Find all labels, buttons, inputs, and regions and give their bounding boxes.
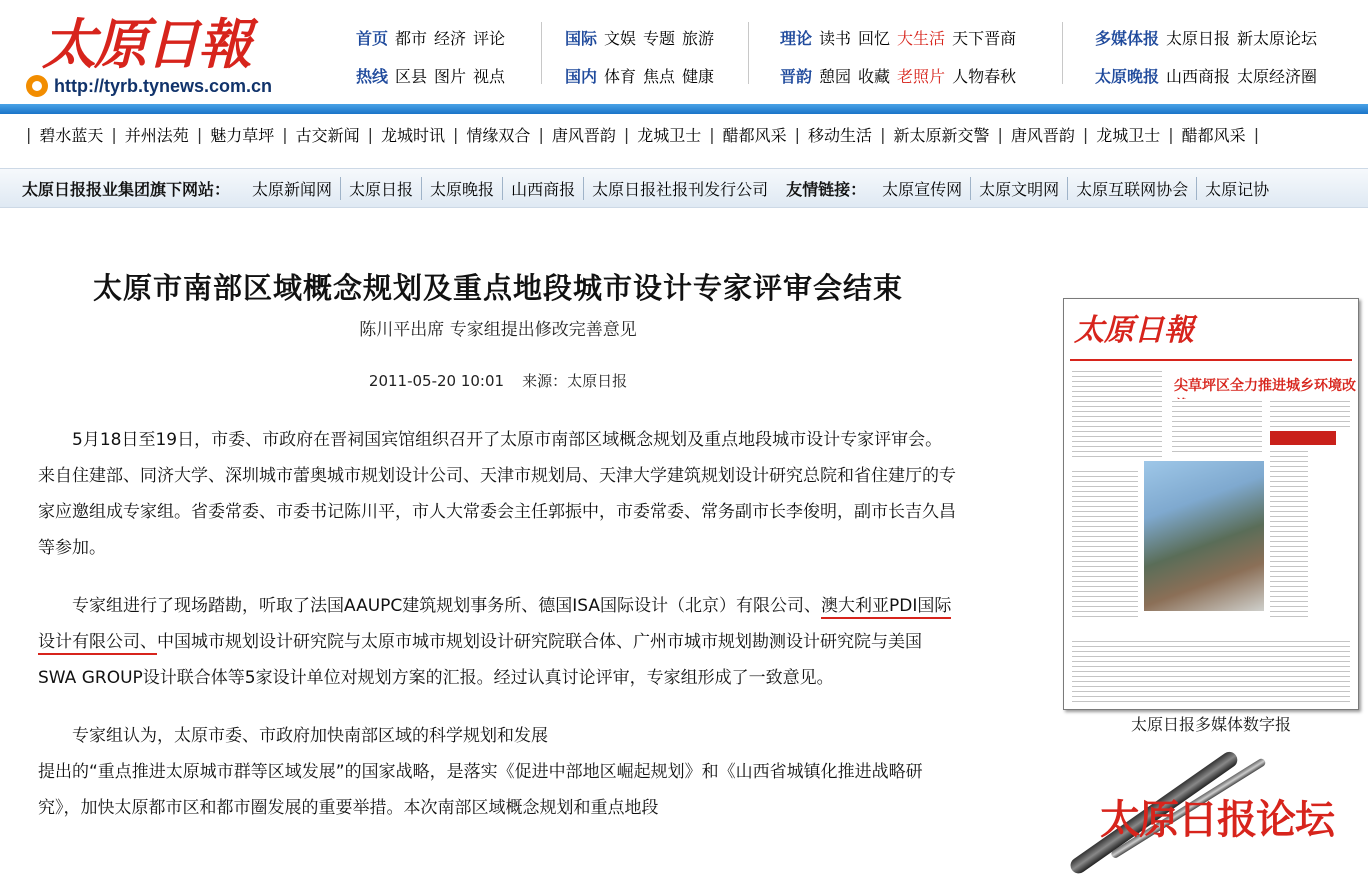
paper-rule	[1070, 359, 1352, 361]
article-date: 2011-05-20 10:01	[368, 372, 505, 390]
paper-text-column	[1172, 399, 1262, 454]
channel-link[interactable]: 醋都风采	[722, 125, 787, 145]
nav-link[interactable]: 多媒体报	[1095, 28, 1160, 48]
nav-link[interactable]: 太原晚报	[1095, 66, 1160, 86]
nav-link[interactable]: 国际	[565, 28, 598, 48]
nav-link[interactable]: 晋韵	[780, 66, 813, 86]
nav-divider	[748, 22, 749, 84]
channel-bar	[0, 114, 1368, 154]
paragraph-2-part-a: 专家组进行了现场踏勘，听取了法国AAUPC建筑规划事务所、德国ISA国际设计（北京）有限公司、	[72, 596, 822, 616]
group-site-link[interactable]: 太原新闻网	[244, 177, 341, 200]
paper-headline: 尖草坪区全力推进城乡环境改	[1174, 378, 1356, 394]
site-header	[0, 0, 1368, 104]
digital-paper-caption[interactable]: 太原日报多媒体数字报	[1130, 715, 1291, 734]
nav-link[interactable]: 体育	[604, 66, 637, 86]
article-paragraph-3	[38, 718, 958, 826]
nav-link[interactable]: 图片	[434, 66, 467, 86]
nav-link[interactable]: 回忆	[858, 28, 891, 48]
channel-separator: |	[367, 124, 374, 144]
nav-row	[356, 56, 512, 94]
logo-mark: 太原日報	[42, 12, 250, 76]
paragraph-3-part-b: 提出的“重点推进太原城市群等区域发展”的国家战略，是落实《促进中部地区崛起规划》和《山西省城镇化推进战略研究》，加快太原都市区和都市圈发展的重要举措。本次南部区域概念规划和重点地段	[38, 762, 923, 818]
nav-link[interactable]: 文娱	[604, 28, 637, 48]
channel-link[interactable]: 魅力草坪	[210, 125, 275, 145]
channel-link[interactable]: 龙城卫士	[637, 125, 702, 145]
nav-link[interactable]: 老照片	[897, 66, 946, 86]
channel-separator: |	[1168, 124, 1174, 144]
nav-link[interactable]: 憩园	[819, 66, 852, 86]
group-site-link[interactable]: 太原晚报	[422, 177, 503, 200]
swirl-icon	[26, 75, 48, 97]
channel-link[interactable]: 移动生活	[808, 125, 873, 145]
channel-separator: |	[794, 124, 801, 144]
channel-link[interactable]: 龙城卫士	[1096, 125, 1161, 145]
paper-text-column	[1072, 639, 1350, 705]
channel-link[interactable]: 情缘双合	[466, 125, 531, 145]
header-band	[0, 104, 1368, 114]
nav-link[interactable]: 天下晋商	[952, 28, 1017, 48]
nav-link[interactable]: 区县	[395, 66, 428, 86]
nav-link[interactable]: 国内	[565, 66, 598, 86]
channel-separator: |	[26, 124, 32, 144]
nav-link[interactable]: 热线	[356, 66, 389, 86]
nav-link[interactable]: 太原经济圈	[1237, 66, 1318, 86]
highlighted-company: 澳大利亚PDI国际设计有限公司、	[38, 596, 951, 655]
friend-links-label: 友情链接：	[786, 179, 867, 199]
nav-group-1	[356, 18, 512, 94]
channel-separator: |	[453, 124, 459, 144]
group-sites-bar	[0, 168, 1368, 208]
channel-separator: |	[997, 124, 1003, 144]
nav-link[interactable]: 收藏	[858, 66, 891, 86]
nav-link[interactable]: 健康	[682, 66, 715, 86]
paper-text-column	[1270, 399, 1350, 427]
nav-row	[1095, 18, 1324, 56]
nav-link[interactable]: 焦点	[643, 66, 676, 86]
nav-link[interactable]: 读书	[819, 28, 852, 48]
article-paragraph-2	[38, 588, 958, 696]
channel-separator: |	[623, 124, 630, 144]
friend-link[interactable]: 太原文明网	[971, 177, 1068, 200]
site-logo[interactable]	[40, 0, 290, 104]
channel-separator: |	[538, 124, 544, 144]
nav-group-2	[565, 18, 721, 94]
article-source: 来源：太原日报	[522, 372, 628, 390]
group-site-link[interactable]: 太原日报	[341, 177, 422, 200]
article-paragraph-1: 5月18日至19日，市委、市政府在晋祠国宾馆组织召开了太原市南部区域概念规划及重点地段城市设计专家评审会。来自住建部、同济大学、深圳城市蕾奥城市规划设计公司、天津市规划局、天津大学建筑规划设计研究总院和省住建厅的专家应邀组成专家组。省委常委、市委书记陈川平，市人大常委会主任郭振中，市委常委、常务副市长李俊明，副市长吉久昌等参加。	[38, 430, 956, 558]
nav-row	[780, 18, 1023, 56]
nav-link[interactable]: 评论	[473, 28, 506, 48]
paper-text-column	[1072, 469, 1138, 619]
channel-link[interactable]: 唐风晋韵	[1010, 125, 1075, 145]
channel-link[interactable]: 并州法苑	[124, 125, 189, 145]
channel-link[interactable]: 碧水蓝天	[39, 125, 104, 145]
channel-link[interactable]: 古交新闻	[295, 125, 360, 145]
channel-link[interactable]: 新太原新交警	[893, 125, 990, 145]
paper-masthead: 太原日報	[1074, 313, 1194, 348]
channel-link[interactable]: 醋都风采	[1181, 125, 1246, 145]
group-sites-list	[244, 177, 776, 200]
digital-paper-thumbnail[interactable]	[1063, 298, 1359, 710]
article-subtitle: 陈川平出席 专家组提出修改完善意见	[359, 320, 637, 340]
friend-links-list	[874, 177, 1277, 200]
paragraph-2-part-b: 中国城市规划设计研究院与太原市城市规划设计研究院联合体、广州市城市规划勘测设计研究院与美国SWA GROUP设计联合体等5家设计单位对规划方案的汇报。经过认真讨论评审，专家组形成了一致意见。	[38, 632, 922, 688]
nav-link[interactable]: 太原日报	[1166, 28, 1231, 48]
group-site-link[interactable]: 山西商报	[503, 177, 584, 200]
nav-divider	[1062, 22, 1063, 84]
nav-divider	[541, 22, 542, 84]
nav-link[interactable]: 大生活	[897, 28, 946, 48]
nav-group-4	[1095, 18, 1324, 94]
channel-separator: |	[282, 124, 288, 144]
channel-separator: |	[709, 124, 715, 144]
nav-row	[565, 56, 721, 94]
group-sites-label: 太原日报报业集团旗下网站：	[22, 179, 231, 199]
nav-row	[1095, 56, 1324, 94]
nav-link[interactable]: 经济	[434, 28, 467, 48]
nav-link[interactable]: 都市	[395, 28, 428, 48]
group-site-link[interactable]: 太原日报社报刊发行公司	[592, 179, 769, 199]
friend-link[interactable]: 太原宣传网	[874, 177, 971, 200]
channel-separator: |	[1082, 124, 1089, 144]
channel-separator: |	[196, 124, 203, 144]
paper-text-column	[1072, 369, 1162, 459]
nav-link[interactable]: 旅游	[682, 28, 715, 48]
paragraph-3-part-a: 专家组认为，太原市委、市政府加快南部区域的科学规划和发展	[72, 726, 548, 746]
nav-link[interactable]: 理论	[780, 28, 813, 48]
forum-banner[interactable]	[1052, 742, 1362, 877]
nav-link[interactable]: 视点	[473, 66, 506, 86]
article	[38, 262, 958, 826]
paper-photo	[1144, 461, 1264, 611]
friend-link[interactable]: 太原记协	[1205, 179, 1270, 199]
paper-text-column	[1270, 449, 1308, 619]
article-title: 太原市南部区域概念规划及重点地段城市设计专家评审会结束	[92, 271, 903, 305]
nav-row	[356, 18, 512, 56]
channel-separator: |	[111, 124, 117, 144]
nav-link[interactable]: 山西商报	[1166, 66, 1231, 86]
channel-separator: |	[880, 124, 886, 144]
nav-row	[780, 56, 1023, 94]
nav-link[interactable]: 人物春秋	[952, 66, 1017, 86]
friend-link[interactable]: 太原互联网协会	[1068, 177, 1197, 200]
nav-link[interactable]: 首页	[356, 28, 389, 48]
channel-separator: |	[1253, 124, 1260, 144]
logo-url[interactable]: http://tyrb.tynews.com.cn	[54, 76, 273, 96]
nav-link[interactable]: 专题	[643, 28, 676, 48]
channel-link[interactable]: 唐风晋韵	[551, 125, 616, 145]
article-meta	[38, 366, 958, 396]
forum-title: 太原日报论坛	[1100, 797, 1334, 843]
nav-row	[565, 18, 721, 56]
nav-group-3	[780, 18, 1023, 94]
nav-link[interactable]: 新太原论坛	[1237, 28, 1318, 48]
paper-red-block	[1270, 431, 1336, 445]
channel-link[interactable]: 龙城时讯	[381, 125, 446, 145]
